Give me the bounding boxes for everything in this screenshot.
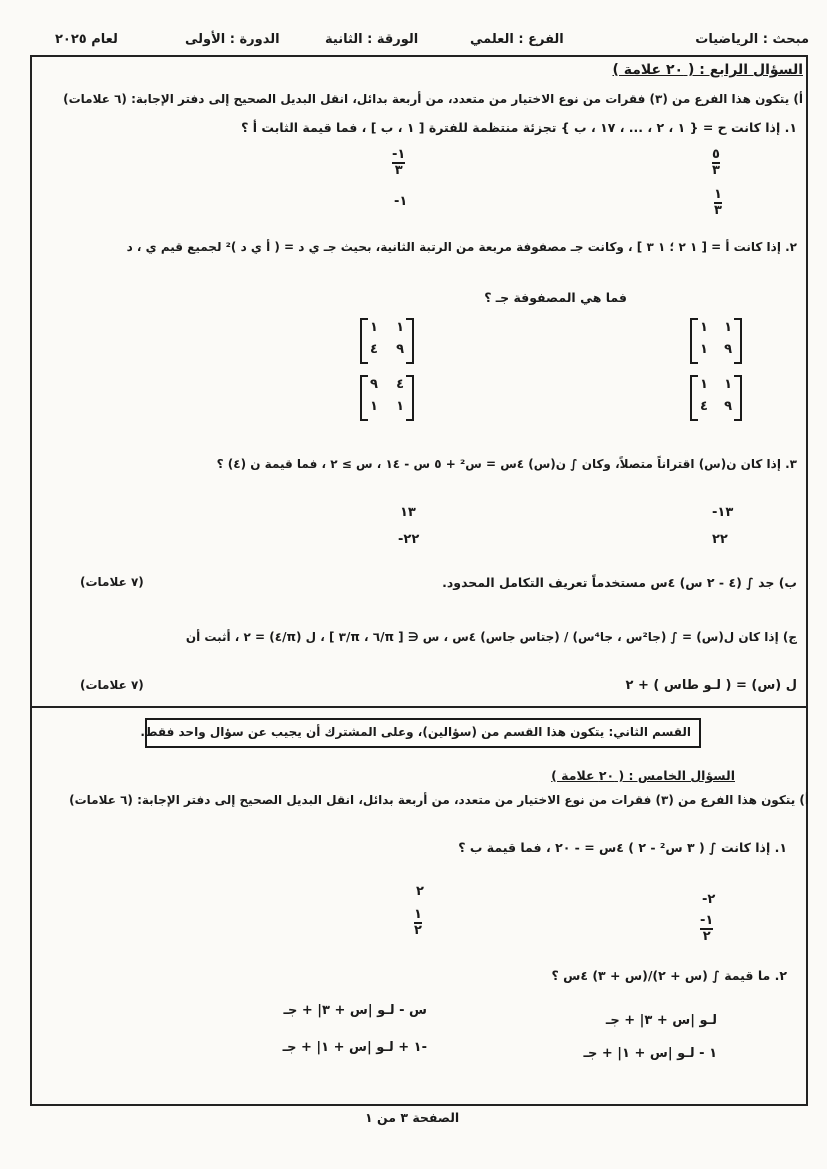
q5-intro: أ) يتكون هذا الفرع من (٣) فقرات من نوع الاختيار من متعدد، من أربعة بدائل، انقل البديل الصحيح إلى دفتر الإجابة: (٦ علامات) — [69, 793, 809, 807]
q5-item1-option-c: $\frac{-١}{٢}$ — [700, 913, 714, 944]
q4-item2-question: فما هي المصفوفة جـ ؟ — [484, 290, 627, 305]
q4-part-a-intro: أ) يتكون هذا الفرع من (٣) فقرات من نوع الاختيار من متعدد، من أربعة بدائل، انقل البديل الصحيح إلى دفتر الإجابة: (٦ علامات) — [63, 92, 803, 106]
q4-item1-option-d: -١ — [394, 194, 408, 209]
q5-item2-option-b: س - لـو |س + ٣| + جـ — [283, 1003, 427, 1018]
header-year: لعام ٢٠٢٥ — [55, 32, 118, 47]
frame-left — [30, 55, 32, 1105]
q4-item3-option-b: ١٣ — [400, 505, 416, 520]
q5-item2: ٢. ما قيمة ∫ (س + ٢)/(س + ٣) ٤س ؟ — [551, 968, 787, 983]
page-number: الصفحة ٣ من ١ — [365, 1110, 460, 1125]
frame-right — [806, 55, 808, 1105]
q5-item1-option-d: $\frac{١}{٢}$ — [414, 907, 422, 938]
q5-item1-option-b: ٢ — [416, 884, 424, 899]
q5-item2-option-d: -١ + لـو |س + ١| + جـ — [282, 1040, 427, 1055]
q4-part-c-result: ل (س) = ( لـو طاس ) + ٢ — [625, 678, 797, 693]
section-divider — [30, 706, 808, 708]
q4-item3: ٣. إذا كان ن(س) اقتراناً متصلاً، وكان ∫ ن(س) ٤س = س² + ٥ س - ١٤ ، س ≥ ٢ ، فما قيمة ن (٤) ؟ — [216, 457, 797, 471]
q4-part-c: ج) إذا كان ل(س) = ∫ (جا²س ، جا⁴س) / (جتاس جاس) ٤س ، س ∈ [ π/٦ ، π/٣ ] ، ل (π/٤) = ٢ ، أثبت أن — [185, 630, 797, 644]
q4-item1: ١. إذا كانت ح = { ١ ، ٢ ، ... ، ١٧ ، ب } تجزئة منتظمة للفترة [ ١ ، ب ] ، فما قيمة الثابت أ ؟ — [241, 120, 797, 135]
q5-item1-option-a: -٢ — [702, 892, 716, 907]
q4-part-c-marks: (٧ علامات) — [80, 678, 144, 692]
header-divider — [30, 55, 808, 57]
q4-item1-option-a: $\frac{٥}{٣}$ — [712, 147, 720, 178]
q4-item1-option-c: $\frac{١}{٣}$ — [714, 187, 722, 218]
q4-item3-option-d: -٢٢ — [398, 532, 420, 547]
q4-item2-option-b-matrix: ١ ١ ٩ ٤ — [360, 318, 414, 364]
q4-item1-option-b: $\frac{-١}{٣}$ — [392, 147, 406, 178]
q4-item2-option-c-matrix: ١ ١ ٩ ٤ — [690, 375, 742, 421]
q4-part-b: ب) جد ∫ (٤ - ٢ س) ٤س مستخدماً تعريف التكامل المحدود. — [442, 575, 797, 590]
q4-item3-option-a: -١٣ — [712, 505, 734, 520]
q4-part-b-marks: (٧ علامات) — [80, 575, 144, 589]
header-branch: الفرع : العلمي — [470, 32, 564, 47]
q4-title: السؤال الرابع : ( ٢٠ علامة ) — [612, 62, 803, 78]
q5-title: السؤال الخامس : ( ٢٠ علامة ) — [551, 768, 735, 783]
header-paper: الورقة : الثانية — [325, 32, 419, 47]
header-subject: مبحث : الرياضيات — [695, 32, 809, 47]
header-session: الدورة : الأولى — [185, 32, 280, 47]
q5-item1: ١. إذا كانت ∫ ( ٣ س² - ٢ ) ٤س = - ٢٠ ، فما قيمة ب ؟ — [458, 840, 787, 855]
q4-item2: ٢. إذا كانت أ = [ ١ ٢ ؛ ١ ٣ ] ، وكانت جـ مصفوفة مربعة من الرتبة الثانية، بحيث جـ ي د = ( أ ي د )² لجميع قيم ي ، د — [126, 240, 797, 254]
q5-item2-option-c: ١ - لـو |س + ١| + جـ — [583, 1046, 717, 1061]
section2-box-text: القسم الثاني: يتكون هذا القسم من (سؤالين)، وعلى المشترك أن يجيب عن سؤال واحد فقط. — [140, 725, 691, 739]
section2-box — [140, 718, 701, 748]
q4-item2-option-d-matrix: ٤ ٩ ١ ١ — [360, 375, 414, 421]
q5-item2-option-a: لـو |س + ٣| + جـ — [605, 1013, 717, 1028]
q4-item2-option-a-matrix: ١ ١ ٩ ١ — [690, 318, 742, 364]
footer-divider — [30, 1104, 808, 1106]
q4-item3-option-c: ٢٢ — [712, 532, 728, 547]
